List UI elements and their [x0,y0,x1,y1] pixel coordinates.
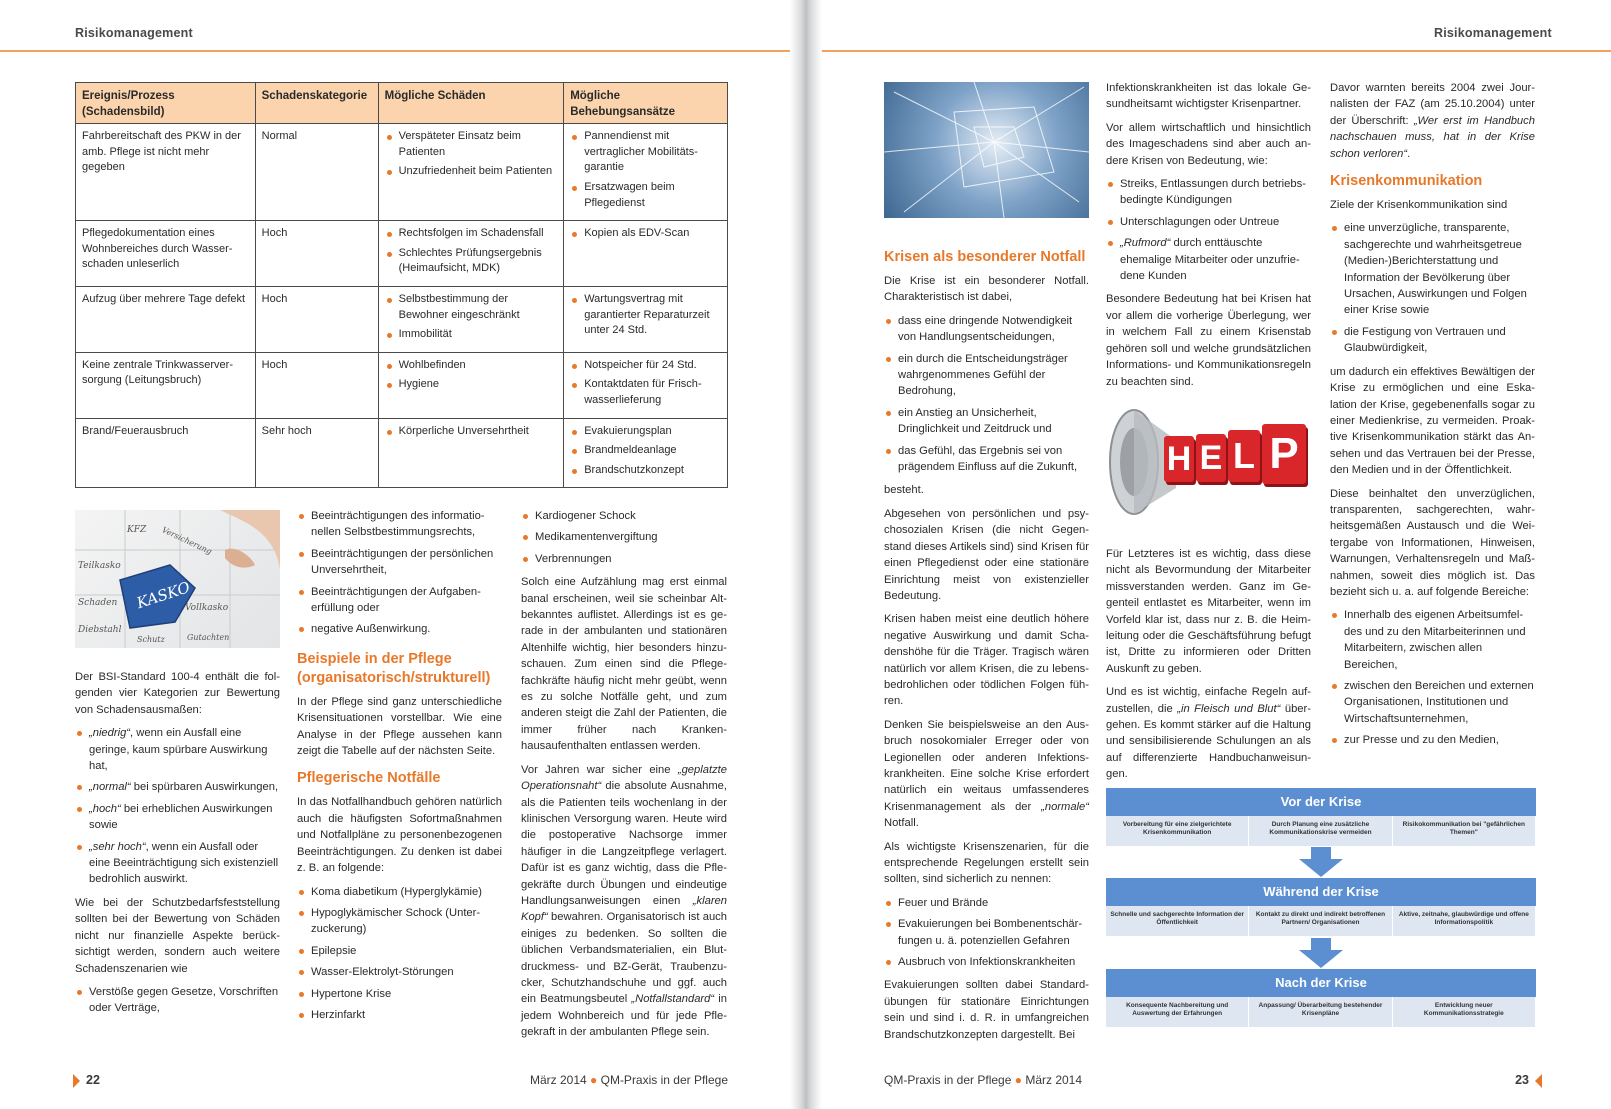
footer-date: März 2014 [529,1073,587,1087]
header-rule-right [822,50,1611,52]
emphasis: „hoch“ [89,802,121,815]
diagram-stage-title: Nach der Krise [1106,969,1536,997]
puzzle-word: Versicherung [160,525,214,557]
page-marker-icon [73,1074,80,1088]
table-cell-event: Aufzug über mehrere Tage defekt [76,286,256,352]
paragraph: Wie bei der Schutzbedarfsfeststellung sollten bei der Bewertung von Schäden nicht nur finanzielle Aspekte berücksichtigt werden, sondern auch weitere Schadenszenarien wie [75,896,280,975]
list-item [75,725,280,774]
right-column-1 [884,244,1089,1050]
heading-krisenkommunikation: Krisenkommunikation [1330,173,1483,190]
table-cell-damages [378,221,564,287]
text-run: bewahren. Organisatorisch ist auch einiges zu bedenken. So sollten die üblichen Verbandsmaterialien, ein Blutdruckmess- und BZ-Gerät, Traubenzucker, Schutzhandschuhe und ggf. auch ein Beatmungsbeutel [521,911,727,1006]
list-item: Wohlbefinden [385,358,558,374]
diagram-stage-title: Während der Krise [1106,878,1536,906]
list-item: Epilepsie [297,943,502,959]
bullet-list [1330,607,1535,748]
footer-left [520,1073,728,1087]
list-item-text: durch enttäuschte ehemalige Mitarbeiter oder unzufriedene Kunden [1120,237,1300,283]
help-megaphone-image [1106,400,1311,532]
list-item: negative Außenwirkung. [297,621,502,637]
table-cell-remedies [564,221,728,287]
list-item: zwischen den Bereichen und externen Organisationen, Institutionen und Wirtschaftsunternehmen, [1330,678,1535,727]
table-cell-event: Fahrbereitschaft des PKW in der amb. Pflege ist nicht mehr gegeben [76,124,256,221]
puzzle-illustration [75,510,280,648]
list-item-text: bei erheblichen Auswirkungen sowie [89,802,273,832]
puzzle-word: Schutz [137,635,165,644]
table-row [76,221,728,287]
table-cell-category: Hoch [255,286,378,352]
list-item: Wartungsvertrag mit garantierter Reparaturzeit unter 24 Std. [570,292,721,339]
table-row [76,124,728,221]
puzzle-word: KFZ [127,525,147,535]
left-column-2 [297,508,502,1030]
list-item: Brandmeldeanlage [570,443,721,459]
list-item: zur Presse und zu den Medien, [1330,732,1535,748]
list-item: dass eine dringende Notwendigkeit von Handlungsentscheidungen, [884,313,1089,346]
page-marker-icon [1535,1074,1542,1088]
list-item: Beeinträchtigungen der persönlichen Unversehrtheit, [297,546,502,579]
list-item: das Gefühl, das Ergebnis sei von prägendem Einfluss auf die Zukunft, [884,443,1089,476]
list-item: Unzufriedenheit beim Patienten [385,164,558,180]
diagram-item: Entwicklung neuer Kommunikationsstrategie [1393,997,1536,1027]
heading-beispiele: Beispiele in der Pflege (organisatorisch/strukturell) [297,650,491,686]
table-cell-category: Hoch [255,221,378,287]
paragraph [1106,684,1311,782]
text-run: übergehen. Es kommt stärker auf die Haltung und sensibilisierende Schulungen an als auf differenzierte Handbuchanweisungen. [1106,702,1311,781]
list-item: Beeinträchtigungen des informationellen Selbstbestimmungsrechts, [297,508,502,541]
bullet-list [75,984,280,1017]
bullet-list [884,313,1089,476]
diagram-item: Schnelle und sachgerechte Information der Öffentlichkeit [1106,906,1249,936]
list-item: Wasser-Elektrolyt-Störungen [297,964,502,980]
list-item: Evakuierungsplan [570,424,721,440]
paragraph: Evakuierungen sollten dabei Standardübungen für stationäre Einrichtungen sein und sind i. d. R. in umfangreichen Brandschutzkonzepten dargestellt. Bei [884,979,1089,1041]
list-item: Streiks, Entlassungen durch betriebsbedingte Kündigungen [1106,176,1311,209]
diagram-item: Kontakt zu direkt und indirekt betroffenen Partnern/ Organisationen [1249,906,1392,936]
emphasis: „in Fleisch und Blut“ [1177,702,1281,715]
paragraph [1330,80,1535,162]
list-item: die Festigung von Vertrauen und Glaubwürdigkeit, [1330,324,1535,357]
paragraph: In der Pflege sind ganz unterschiedliche Krisensituationen vorstellbar. Wie eine Analyse in der Pflege aussehen kann zeigt die Tabelle auf der nächsten Seite. [297,695,502,758]
list-item: Evakuierungen bei Bombenentschärfungen u. ä. potenziellen Gefahren [884,916,1089,949]
crack-lines [884,82,1089,218]
list-item: Kopien als EDV-Scan [570,226,721,242]
puzzle-word: Gutachten [187,633,230,642]
emphasis: „Wer erst im Handbuch nachschauen muss, hat in der Krise schon verloren“ [1330,114,1535,160]
left-column-3 [521,508,727,1048]
bullet-list [521,508,727,567]
diagram-item: Vorbereitung für eine zielgerichtete Krisenkommunikation [1106,816,1249,846]
book-gutter [790,0,822,1109]
paragraph: Ziele der Krisenkommunikation sind [1330,199,1508,212]
page-number-right [1502,1073,1542,1088]
text-run: . [1407,147,1411,160]
diagram-item: Durch Planung eine zusätzliche Kommunikationskrise vermeiden [1249,816,1392,846]
paragraph: Solch eine Aufzählung mag erst einmal banal erscheinen, weil sie scheinbar Altbekanntes auflistet. Allerdings ist es gerade in der ambulanten und stationären Altenhilfe wichtig, hier besonders hinzuschauen. Zum einen sind die Pflegefachkräfte häufig nicht mehr geübt, wenn es zu solche Notfälle geht, und zum anderen steigt die Zahl der Patienten, die immer früher nach Krankenhausaufenthalten entlassen werden. [521,576,727,753]
list-item: Ersatzwagen beim Pflegedienst [570,180,721,211]
table-row [76,352,728,418]
diagram-item: Konsequente Nachbereitung und Auswertung der Erfahrungen [1106,997,1249,1027]
emphasis: „Notfallstandard“ [631,993,715,1006]
list-item: Hygiene [385,377,558,393]
list-item: Ausbruch von Infektionskrankheiten [884,954,1089,970]
list-item-text: bei spürbaren Auswirkungen, [130,781,279,794]
puzzle-word: Schaden [78,598,118,608]
help-letter-tile: L [1228,430,1260,482]
table-row [76,418,728,488]
table-cell-category: Hoch [255,352,378,418]
paragraph: Infektionskrankheiten ist das lokale Gesundheitsamt wichtigster Krisenpartner. [1106,82,1311,111]
bullet-list [1330,220,1535,356]
text-run: Und es ist wichtig, einfache Regeln aufzustellen, die [1106,686,1311,715]
emphasis: „normale“ [1041,800,1089,813]
diagram-item: Risikokommunikation bei "gefährlichen Themen" [1393,816,1536,846]
table-header-cell: Mögliche Schäden [378,83,564,124]
list-item: Hypertone Krise [297,986,502,1002]
paragraph: besteht. [884,484,924,497]
footer-right [884,1073,1082,1087]
paragraph: Abgesehen von persönlichen und psychosozialen Krisen (die nicht Gegenstand dieses Artikels sind) sind Krisen für einen Pflegedienst oder eine stationäre Einrichtung meist von existenzieller Bedeutung. [884,507,1089,602]
diagram-stage-items [1106,997,1536,1027]
list-item: Notspeicher für 24 Std. [570,358,721,374]
footer-magazine: QM-Praxis in der Pflege [600,1073,728,1087]
list-item: Verbrennungen [521,551,727,567]
table-cell-remedies [564,352,728,418]
text-run: Davor warnten bereits 2004 zwei Journalisten der FAZ (am 25.10.2004) unter der Überschrift: [1330,82,1535,127]
paragraph: Krisen haben meist eine deutlich höhere negative Auswirkung und damit Schadenshöhe für die Träger. Tragisch wären natürlich vor allem Krisen, die zu lebensbedrohlichen oder tödlichen Folgen führen. [884,613,1089,708]
list-item: Pannendienst mit vertraglicher Mobilitätsgarantie [570,129,721,176]
table-header-row [76,83,728,124]
bullet-list [75,725,280,888]
paragraph: Die Krise ist ein besonderer Notfall. Charakteristisch ist dabei, [884,275,1089,304]
list-item: Verspäteter Einsatz beim Patienten [385,129,558,160]
bullet-list [297,508,502,638]
list-item: Kontaktdaten für Frischwasserlieferung [570,377,721,408]
text-run: in jedem Wohnbereich und für jede Pflegekraft in der ambulanten Pflege sein. [521,993,727,1039]
text-run: Notfall. [884,817,919,830]
table-cell-category: Normal [255,124,378,221]
list-item: Hypoglykämischer Schock (Unterzuckerung) [297,905,502,938]
list-item: Beeinträchtigungen der Aufgabenerfüllung oder [297,584,502,617]
list-item: eine unverzügliche, transparente, sachgerechte und wahrheitsgetreue (Medien-)Berichterstattung und Information der Bevölkerung über Ursachen, Auswirkungen und Folgen einer Krise sowie [1330,220,1535,318]
emphasis: „Rufmord“ [1120,237,1171,250]
table-header-cell: Schadenskategorie [255,83,378,124]
list-item: Kardiogener Schock [521,508,727,524]
help-letter-tile: P [1262,424,1306,484]
emphasis: „klaren Kopf“ [521,894,727,924]
table-cell-remedies [564,286,728,352]
left-page [0,0,790,1109]
puzzle-word: Vollkasko [185,603,229,613]
paragraph: um dadurch ein effektives Bewältigen der Krise zu ermöglichen und eine Eskalation der Krise, gegebenenfalls sogar zu einer Medienkrise, zu vermeiden. Proaktive Krisenkommunikation stärkt das Ansehen und das Vertrauen bei der Presse, den Medien und in der Öffentlichkeit. [1330,365,1535,477]
list-item [1106,235,1311,284]
paragraph: In das Notfallhandbuch gehören natürlich auch die häufigsten Sofortmaßnahmen und Notfallpläne zu personenbezogenen Beeinträchtigungen. Zu denken ist dabei z. B. an folgende: [297,796,502,875]
heading-notfaelle: Pflegerische Notfälle [297,770,441,787]
list-item [75,779,280,795]
emphasis: „niedrig“ [89,727,131,740]
running-head-left: Risikomanagement [75,26,193,40]
page-number: 23 [1515,1073,1529,1087]
list-item-text: , wenn ein Ausfall eine geringe, kaum spürbare Auswirkung hat, [89,727,268,773]
table-cell-damages [378,352,564,418]
crisis-communication-diagram [1106,788,1536,1038]
emphasis: „normal“ [89,781,131,794]
right-column-2 [1106,80,1311,790]
diagram-item: Anpassung/ Überarbeitung bestehender Krisenpläne [1249,997,1392,1027]
page-number-left [73,1073,100,1088]
list-item: ein durch die Entscheidungsträger wahrgenommenes Gefühl der Bedrohung, [884,351,1089,400]
table-cell-damages [378,124,564,221]
left-column-1 [75,669,280,1024]
help-letter-tile: E [1196,434,1226,482]
text-run: Vor Jahren war sicher eine [521,763,678,776]
paragraph: Vor allem wirtschaftlich und hinsichtlich des Imageschadens sind aber auch andere Krisen von Bedeutung, wie: [1106,121,1311,167]
puzzle-word: Teilkasko [78,561,121,571]
text-run: Denken Sie beispielsweise an den Ausbruch nosokomialer Erreger oder von Legionellen oder anderen Infektionskrankheiten. Eine solche Krise erfordert natürlich ein weitaus umfassenderes Krisenmanagement als der [884,718,1089,813]
table-row [76,286,728,352]
list-item: Feuer und Brände [884,895,1089,911]
separator-dot: ● [1014,1073,1022,1087]
paragraph: Diese beinhaltet den unverzüglichen, transparenten, sachgerechten, wahrheitsgemäßen Austausch und die Weitergabe von Informationen, Hinweisen, Warnungen, Verhaltensregeln und Maßnahmen, soweit dies möglich ist. Das bezieht sich u. a. auf folgende Bereiche: [1330,487,1535,598]
running-head-right: Risikomanagement [1434,26,1552,40]
list-item: Schlechtes Prüfungsergebnis (Heimaufsicht, MDK) [385,246,558,277]
diagram-item: Aktive, zeitnahe, glaubwürdige und offene Informationspolitik [1393,906,1536,936]
table-cell-damages [378,418,564,488]
puzzle-image [75,510,280,648]
list-item: Rechtsfolgen im Schadensfall [385,226,558,242]
table-cell-event: Pflegedokumentation eines Wohnbereiches durch Wasserschaden unleserlich [76,221,256,287]
footer-magazine: QM-Praxis in der Pflege [884,1073,1012,1087]
list-item: Medikamentenvergiftung [521,529,727,545]
list-item: Selbstbestimmung der Bewohner eingeschränkt [385,292,558,323]
list-item [75,801,280,834]
list-item: Innerhalb des eigenen Arbeitsumfeldes und zu den Mitarbeiterinnen und Mitarbeitern, zwischen allen Bereichen, [1330,607,1535,673]
table-cell-event: Brand/Feuerausbruch [76,418,256,488]
heading-krisen: Krisen als besonderer Notfall [884,249,1086,265]
footer-date: März 2014 [1025,1073,1083,1087]
emphasis: „sehr hoch“ [89,840,146,853]
header-rule-left [0,50,790,52]
table-cell-event: Keine zentrale Trinkwasserversorgung (Leitungsbruch) [76,352,256,418]
paragraph: Als wichtigste Krisenszenarien, für die entsprechende Regelungen erstellt sein sollten, sind sicherlich zu nennen: [884,840,1089,886]
list-item: ein Anstieg an Unsicherheit, Dringlichkeit und Zeitdruck und [884,405,1089,438]
separator-dot: ● [590,1073,598,1087]
bullet-list [297,884,502,1024]
paragraph: Für Letzteres ist es wichtig, dass diese nicht als Bevormundung der Mitarbeiter missverstanden werden. Ganz im Gegenteil entlastet es Mitarbeiter, wenn im Vorfeld klar ist, dass nur z. B. die Heimleitung oder die Geschäftsführung befugt ist, Dritte zu informieren oder Dritten Auskunft zu geben. [1106,547,1311,675]
list-item-text: , wenn ein Ausfall oder eine Beeinträchtigung sich existenziell bedrohlich auswirkt. [89,840,279,886]
bullet-list [884,895,1089,971]
diagram-stage-items [1106,906,1536,936]
table-cell-damages [378,286,564,352]
list-item: Immobilität [385,327,558,343]
list-item [75,839,280,888]
diagram-stage-items [1106,816,1536,846]
paragraph [884,717,1089,832]
list-item: Unterschlagungen oder Untreue [1106,214,1311,230]
diagram-stage-title: Vor der Krise [1106,788,1536,816]
table-cell-remedies [564,124,728,221]
list-item: Brandschutzkonzept [570,463,721,479]
puzzle-word: Diebstahl [78,625,122,635]
puzzle-word: KASKO [134,578,193,613]
text-run: die absolute Ausnahme, als die Patienten teils wochenlang in der klinischen Versorgung waren. Heute wird die postoperative Nachsorge immer häufiger in die Langzeitpflege verlagert. Dafür ist es ganz wichtig, dass die Pflegekräfte durch Übungen und eindeutige Handlungsanweisungen einen [521,780,727,907]
list-item: Koma diabetikum (Hyperglykämie) [297,884,502,900]
paragraph: Der BSI-Standard 100-4 enthält die folgenden vier Kategorien zur Bewertung von Schadensausmaßen: [75,671,280,716]
bullet-list [1106,176,1311,284]
down-arrow-icon [1299,847,1343,877]
paragraph [521,762,727,1041]
down-arrow-icon [1299,938,1343,968]
table-header-cell: Mögliche Behebungsansätze [564,83,728,124]
broken-glass-image [884,82,1089,218]
list-item: Körperliche Unversehrtheit [385,424,558,440]
table-header-cell: Ereignis/Prozess (Schadensbild) [76,83,256,124]
list-item: Verstöße gegen Gesetze, Vorschriften oder Verträge, [75,984,280,1017]
paragraph: Besondere Bedeutung hat bei Krisen hat vor allem die vorherige Überlegung, wer in welchem Fall zu einem Krisenstab gehören soll und welche grundsätzlichen Informations- und Kommunikationsregeln zu beachten sind. [1106,293,1311,388]
table-cell-category: Sehr hoch [255,418,378,488]
help-letter-tile: H [1164,436,1194,482]
table-cell-remedies [564,418,728,488]
list-item: Herzinfarkt [297,1007,502,1023]
page-number: 22 [86,1073,100,1087]
right-column-3 [1330,80,1535,756]
emphasis: „geplatzte Operationsnaht“ [521,763,727,793]
risk-table [75,82,728,488]
